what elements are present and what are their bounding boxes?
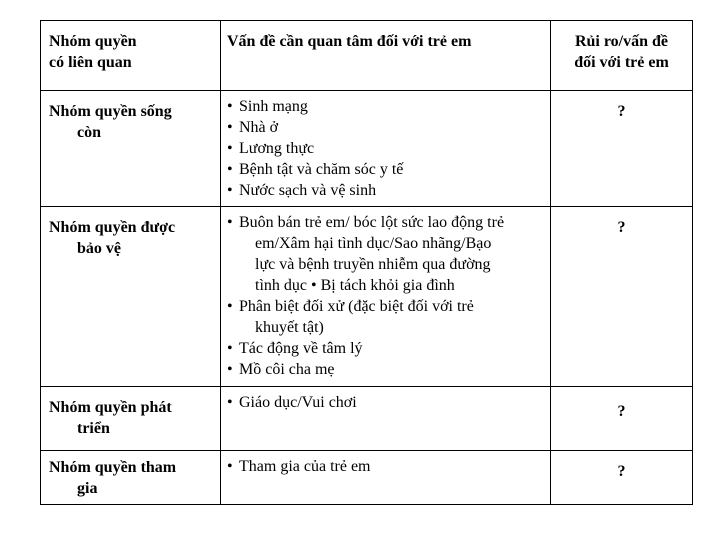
rights-table-container [40, 20, 692, 504]
bullet: • [227, 214, 233, 231]
table-row [41, 207, 693, 387]
bullet: • [227, 140, 233, 157]
list-item [227, 159, 544, 180]
bullet: • [227, 394, 233, 411]
header-col1-line2: có liên quan [49, 54, 132, 71]
rights-group-line2: gia [77, 480, 98, 497]
list-item-text: lực và bệnh truyền nhiễm qua đường [255, 256, 491, 273]
bullet: • [227, 340, 233, 357]
list-item [227, 338, 544, 359]
rights-group-cell [41, 387, 221, 451]
rights-group-cell [41, 451, 221, 505]
risk-cell [551, 387, 693, 451]
issues-list [227, 96, 544, 201]
list-item-text: Tham gia của trẻ em [239, 458, 371, 475]
list-item [227, 392, 544, 413]
header-col1-line1: Nhóm quyền [49, 33, 137, 50]
list-item-text: Giáo dục/Vui chơi [239, 394, 357, 411]
bullet: • [227, 458, 233, 475]
rights-table [40, 20, 693, 505]
table-row [41, 451, 693, 505]
bullet: • [227, 161, 233, 178]
rights-group-cell [41, 91, 221, 207]
risk-value: ? [617, 103, 626, 120]
list-item-text: Mồ côi cha mẹ [239, 361, 335, 378]
list-item-text: Phân biệt đối xử (đặc biệt đối với trẻ [239, 298, 474, 315]
list-item-text: Nhà ở [239, 119, 279, 136]
table-row [41, 387, 693, 451]
list-item [227, 296, 544, 338]
list-item-text: Buôn bán trẻ em/ bóc lột sức lao động trẻ [239, 214, 505, 231]
issues-cell [221, 207, 551, 387]
header-col3-line2: đối với trẻ em [574, 54, 669, 71]
list-item [227, 359, 544, 380]
risk-cell [551, 207, 693, 387]
list-item-text: Bệnh tật và chăm sóc y tế [239, 161, 404, 178]
list-item-text: khuyết tật) [255, 319, 324, 336]
issues-list [227, 456, 544, 477]
bullet: • [227, 361, 233, 378]
issues-cell [221, 451, 551, 505]
issues-list [227, 212, 544, 380]
rights-group-line1: Nhóm quyền được [49, 219, 176, 236]
table-row [41, 91, 693, 207]
header-col-risks [551, 21, 693, 91]
issues-cell [221, 91, 551, 207]
list-item-text: Lương thực [239, 140, 315, 157]
list-item [227, 117, 544, 138]
risk-cell [551, 451, 693, 505]
bullet: • [227, 119, 233, 136]
list-item-text: Nước sạch và vệ sinh [239, 182, 377, 199]
risk-cell [551, 91, 693, 207]
rights-group-line1: Nhóm quyền phát [49, 399, 172, 416]
list-item [227, 96, 544, 117]
risk-value: ? [617, 463, 626, 480]
bullet: • [227, 182, 233, 199]
issues-list [227, 392, 544, 413]
rights-group-line1: Nhóm quyền tham [49, 459, 177, 476]
risk-value: ? [617, 403, 626, 420]
rights-group-line2: triển [77, 420, 110, 437]
rights-group-line1: Nhóm quyền sống [49, 103, 172, 120]
risk-value: ? [617, 219, 626, 236]
rights-group-line2: bảo vệ [77, 240, 121, 257]
list-item-text: Sinh mạng [239, 98, 308, 115]
list-item-text: Tác động về tâm lý [239, 340, 363, 357]
list-item-text: tình dục • Bị tách khỏi gia đình [255, 277, 455, 294]
table-header-row [41, 21, 693, 91]
header-col3-line1: Rủi ro/vấn đề [574, 33, 669, 50]
list-item [227, 456, 544, 477]
list-item [227, 212, 544, 296]
issues-cell [221, 387, 551, 451]
header-col-issues [221, 21, 551, 91]
rights-group-line2: còn [77, 124, 101, 141]
list-item [227, 180, 544, 201]
bullet: • [227, 98, 233, 115]
rights-group-cell [41, 207, 221, 387]
header-col2-text: Vấn đề cần quan tâm đối với trẻ em [227, 33, 472, 50]
bullet: • [227, 298, 233, 315]
list-item-text: em/Xâm hại tình dục/Sao nhãng/Bạo [255, 235, 492, 252]
header-col-rights-group [41, 21, 221, 91]
list-item [227, 138, 544, 159]
